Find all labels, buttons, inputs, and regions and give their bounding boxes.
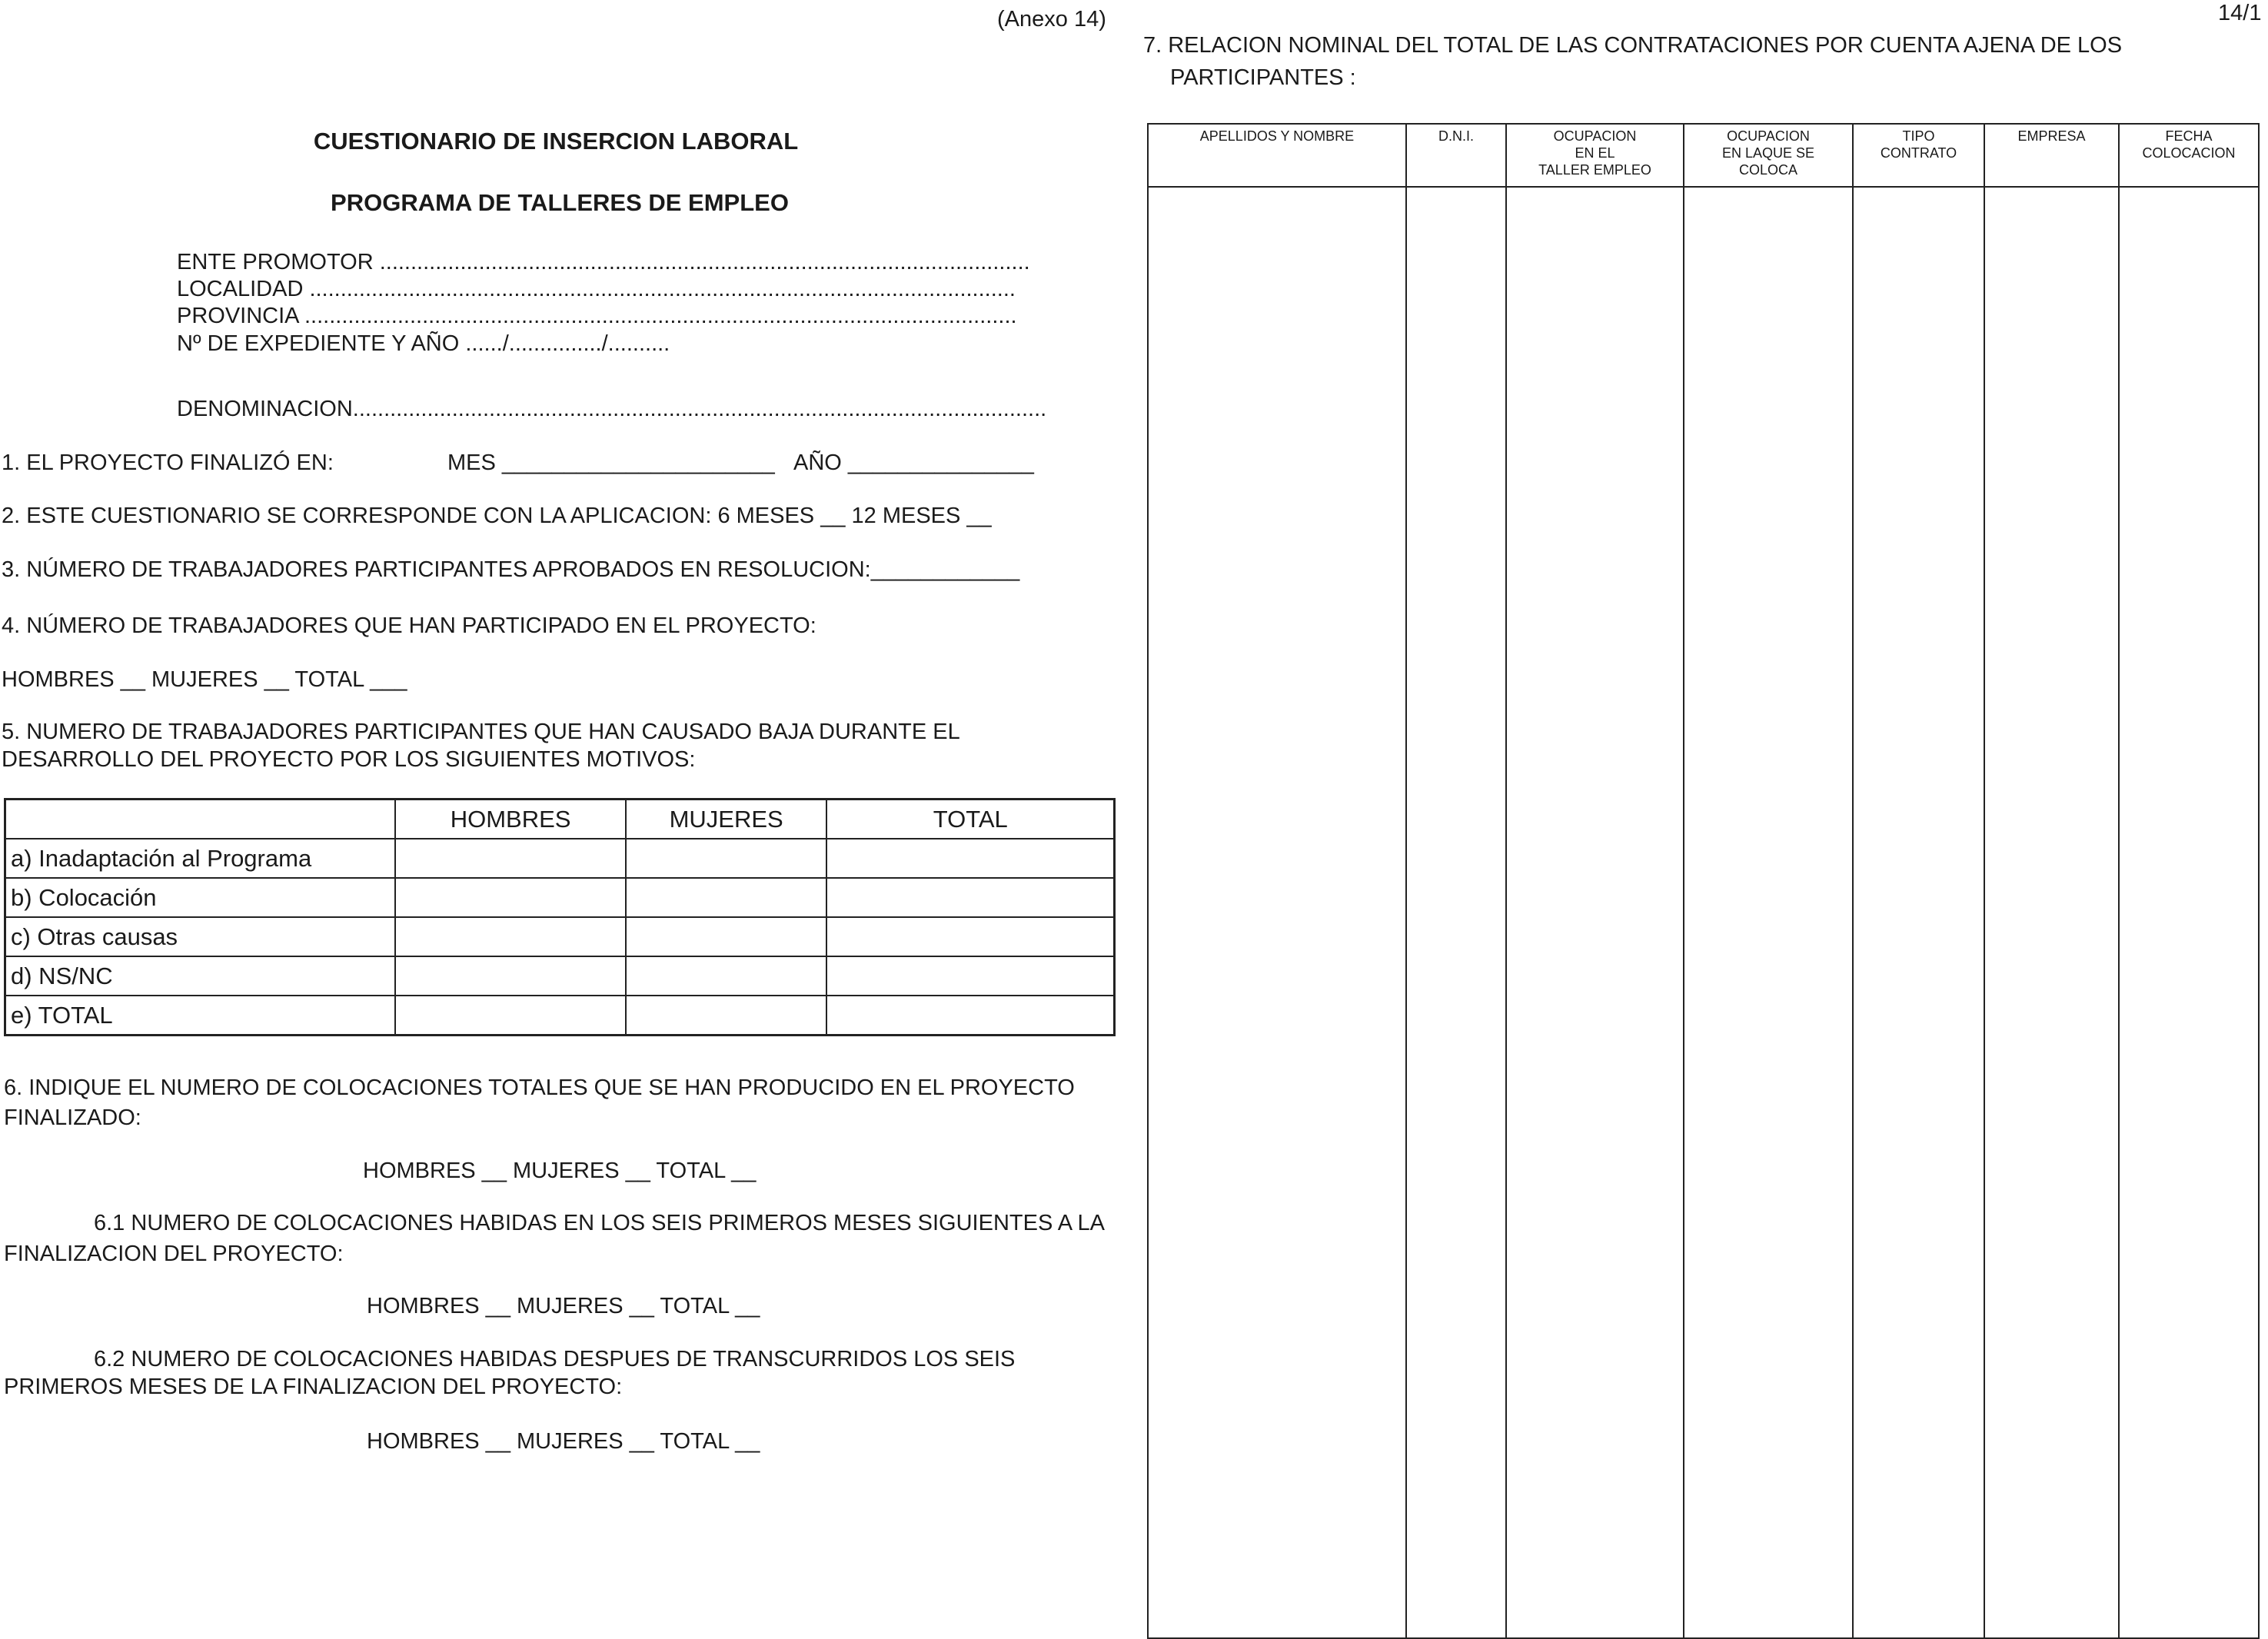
bajas-row-label: b) Colocación bbox=[5, 878, 396, 917]
q62-counts[interactable]: HOMBRES __ MUJERES __ TOTAL __ bbox=[367, 1429, 760, 1454]
bajas-cell[interactable] bbox=[626, 996, 827, 1036]
field-denominacion[interactable]: DENOMINACION................................................................................................................ bbox=[177, 397, 1047, 421]
q1-mes-field[interactable]: MES ______________________ bbox=[447, 450, 775, 475]
col-header-apellidos: APELLIDOS Y NOMBRE bbox=[1148, 124, 1406, 187]
relacion-cell-empresa[interactable] bbox=[1984, 187, 2119, 1638]
field-provincia[interactable]: PROVINCIA ................................................................................................................... bbox=[177, 304, 1017, 328]
bajas-row-label: d) NS/NC bbox=[5, 956, 396, 996]
bajas-corner-cell bbox=[5, 800, 396, 839]
col-header-fecha-colocacion: FECHA COLOCACION bbox=[2119, 124, 2259, 187]
relacion-cell-ocupacion-taller[interactable] bbox=[1506, 187, 1684, 1638]
relacion-cell-tipo-contrato[interactable] bbox=[1853, 187, 1984, 1638]
q61-text-line2: FINALIZACION DEL PROYECTO: bbox=[4, 1242, 344, 1266]
q62-text-line1: 6.2 NUMERO DE COLOCACIONES HABIDAS DESPUES DE TRANSCURRIDOS LOS SEIS bbox=[94, 1347, 1016, 1371]
q4-text: 4. NÚMERO DE TRABAJADORES QUE HAN PARTICIPADO EN EL PROYECTO: bbox=[2, 613, 816, 638]
q61-counts[interactable]: HOMBRES __ MUJERES __ TOTAL __ bbox=[367, 1294, 760, 1318]
bajas-header-total: TOTAL bbox=[826, 800, 1114, 839]
bajas-cell[interactable] bbox=[626, 839, 827, 878]
q5-text-line2: DESARROLLO DEL PROYECTO POR LOS SIGUIENTES MOTIVOS: bbox=[2, 747, 696, 772]
bajas-cell[interactable] bbox=[395, 839, 626, 878]
bajas-cell[interactable] bbox=[395, 996, 626, 1036]
relacion-cell-ocupacion-coloca[interactable] bbox=[1684, 187, 1853, 1638]
relacion-title-line2: PARTICIPANTES : bbox=[1170, 65, 1356, 90]
field-ente-promotor[interactable]: ENTE PROMOTOR ......................................................................................................... bbox=[177, 250, 1030, 274]
bajas-cell[interactable] bbox=[826, 839, 1114, 878]
q62-text-line2: PRIMEROS MESES DE LA FINALIZACION DEL PROYECTO: bbox=[4, 1375, 623, 1399]
bajas-cell[interactable] bbox=[395, 878, 626, 917]
relacion-table bbox=[1147, 123, 2260, 1639]
relacion-cell-fecha[interactable] bbox=[2119, 187, 2259, 1638]
bajas-table bbox=[4, 798, 1116, 1036]
field-expediente[interactable]: Nº DE EXPEDIENTE Y AÑO ....../.............../.......... bbox=[177, 331, 670, 356]
field-localidad[interactable]: LOCALIDAD .................................................................................................................. bbox=[177, 277, 1016, 301]
col-header-ocupacion-taller: OCUPACION EN EL TALLER EMPLEO bbox=[1506, 124, 1684, 187]
q4-counts[interactable]: HOMBRES __ MUJERES __ TOTAL ___ bbox=[2, 667, 407, 692]
col-header-ocupacion-coloca: OCUPACION EN LAQUE SE COLOCA bbox=[1684, 124, 1853, 187]
q3-text: 3. NÚMERO DE TRABAJADORES PARTICIPANTES APROBADOS EN RESOLUCION:____________ bbox=[2, 557, 1020, 582]
bajas-header-mujeres: MUJERES bbox=[626, 800, 827, 839]
q6-text-line2: FINALIZADO: bbox=[4, 1105, 141, 1130]
q61-text-line1: 6.1 NUMERO DE COLOCACIONES HABIDAS EN LOS SEIS PRIMEROS MESES SIGUIENTES A LA bbox=[94, 1211, 1106, 1235]
bajas-cell[interactable] bbox=[395, 956, 626, 996]
bajas-cell[interactable] bbox=[826, 917, 1114, 956]
bajas-cell[interactable] bbox=[626, 917, 827, 956]
bajas-row-label: a) Inadaptación al Programa bbox=[5, 839, 396, 878]
relacion-title-line1: 7. RELACION NOMINAL DEL TOTAL DE LAS CONTRATACIONES POR CUENTA AJENA DE LOS bbox=[1143, 33, 2123, 58]
bajas-cell[interactable] bbox=[626, 956, 827, 996]
q6-text-line1: 6. INDIQUE EL NUMERO DE COLOCACIONES TOTALES QUE SE HAN PRODUCIDO EN EL PROYECTO bbox=[4, 1075, 1075, 1100]
bajas-cell[interactable] bbox=[626, 878, 827, 917]
q1-label: 1. EL PROYECTO FINALIZÓ EN: bbox=[2, 450, 334, 475]
col-header-dni: D.N.I. bbox=[1406, 124, 1506, 187]
bajas-row-label: e) TOTAL bbox=[5, 996, 396, 1036]
bajas-row-label: c) Otras causas bbox=[5, 917, 396, 956]
relacion-cell-apellidos[interactable] bbox=[1148, 187, 1406, 1638]
bajas-cell[interactable] bbox=[826, 878, 1114, 917]
q5-text-line1: 5. NUMERO DE TRABAJADORES PARTICIPANTES QUE HAN CAUSADO BAJA DURANTE EL bbox=[2, 720, 960, 744]
relacion-cell-dni[interactable] bbox=[1406, 187, 1506, 1638]
bajas-cell[interactable] bbox=[826, 996, 1114, 1036]
bajas-header-hombres: HOMBRES bbox=[395, 800, 626, 839]
page-number: 14/1 bbox=[2218, 1, 2262, 25]
q1-anio-field[interactable]: AÑO _______________ bbox=[793, 450, 1034, 475]
form-title: CUESTIONARIO DE INSERCION LABORAL bbox=[313, 128, 799, 155]
col-header-tipo-contrato: TIPO CONTRATO bbox=[1853, 124, 1984, 187]
q2-text: 2. ESTE CUESTIONARIO SE CORRESPONDE CON LA APLICACION: 6 MESES __ 12 MESES __ bbox=[2, 504, 992, 528]
annex-label: (Anexo 14) bbox=[997, 7, 1106, 32]
bajas-cell[interactable] bbox=[395, 917, 626, 956]
q6-counts[interactable]: HOMBRES __ MUJERES __ TOTAL __ bbox=[363, 1159, 757, 1183]
form-subtitle: PROGRAMA DE TALLERES DE EMPLEO bbox=[331, 189, 789, 216]
col-header-empresa: EMPRESA bbox=[1984, 124, 2119, 187]
bajas-cell[interactable] bbox=[826, 956, 1114, 996]
